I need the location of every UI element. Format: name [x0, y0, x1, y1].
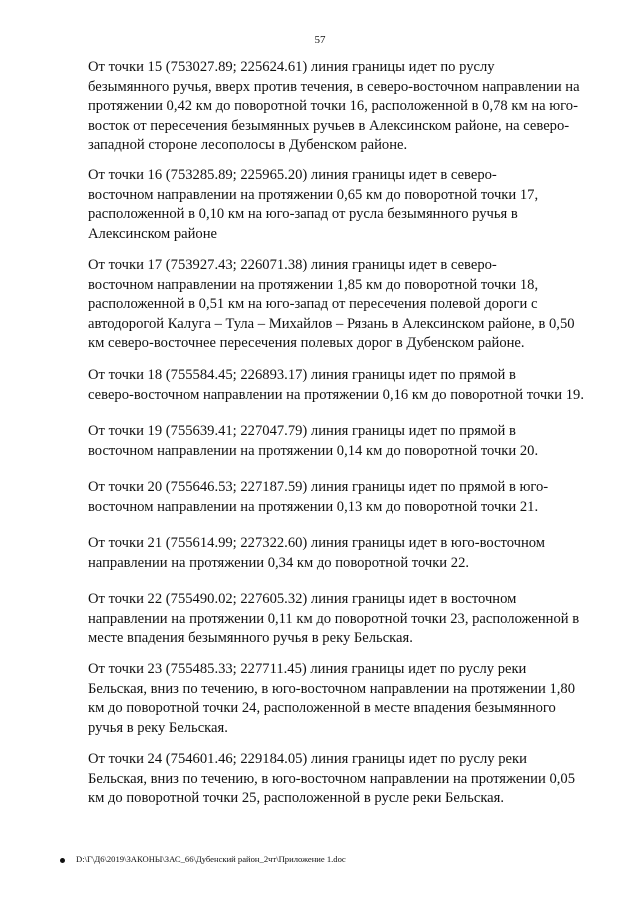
paragraph-point-17: От точки 17 (753927.43; 226071.38) линия границы идет в северо- восточном направлении на протяжении 1,85 км до поворотной точки 18, расположенной в 0,51 км на юго-запад от пересечения полевой дороги с автодорогой Калуга – Тула – Михайлов – Рязань в Алексинском районе, в 0,50 км северо-восточнее пересечения полевых дорог в Дубенском районе.	[88, 257, 575, 351]
paragraph-point-21: От точки 21 (755614.99; 227322.60) линия границы идет в юго-восточном направлении на протяжении 0,34 км до поворотной точки 22.	[88, 535, 546, 571]
paragraph-point-20: От точки 20 (755646.53; 227187.59) линия границы идет по прямой в юго- восточном направлении на протяжении 0,13 км до поворотной точки 21.	[88, 479, 549, 515]
footer-bullet-icon	[60, 858, 65, 863]
paragraph-point-15: От точки 15 (753027.89; 225624.61) линия границы идет по руслу безымянного ручья, вверх против течения, в северо-восточном направлении на протяжении 0,42 км до поворотной точки 16, расположенной в 0,78 км на юго- восток от пересечения безымянных ручьев в Алексинском районе, на северо- западной стороне лесополосы в Дубенском районе.	[88, 59, 580, 153]
paragraph-point-19: От точки 19 (755639.41; 227047.79) линия границы идет по прямой в восточном направлении на протяжении 0,14 км до поворотной точки 20.	[88, 423, 539, 459]
footer-file-path: D:\Г\Д6\2019\ЗАКОНЫ\ЗАС_66\Дубенский район_2чт\Приложение 1.doc	[76, 854, 346, 864]
paragraph-point-23: От точки 23 (755485.33; 227711.45) линия границы идет по руслу реки Бельская, вниз по течению, в юго-восточном направлении на протяжении 1,80 км до поворотной точки 24, расположенной в месте впадения безымянного ручья в реку Бельская.	[88, 661, 575, 736]
page-number: 57	[314, 34, 326, 46]
paragraph-point-22: От точки 22 (755490.02; 227605.32) линия границы идет в восточном направлении на протяжении 0,11 км до поворотной точки 23, расположенной в месте впадения безымянного ручья в реку Бельская.	[88, 591, 580, 646]
paragraph-point-16: От точки 16 (753285.89; 225965.20) линия границы идет в северо- восточном направлении на протяжении 0,65 км до поворотной точки 17, расположенной в 0,10 км на юго-запад от русла безымянного ручья в Алексинском районе	[88, 167, 539, 242]
paragraph-point-24: От точки 24 (754601.46; 229184.05) линия границы идет по руслу реки Бельская, вниз по течению, в юго-восточном направлении на протяжении 0,05 км до поворотной точки 25, расположенной в русле реки Бельская.	[88, 751, 575, 806]
paragraph-point-18: От точки 18 (755584.45; 226893.17) линия границы идет по прямой в северо-восточном направлении на протяжении 0,16 км до поворотной точки 19.	[88, 367, 584, 403]
